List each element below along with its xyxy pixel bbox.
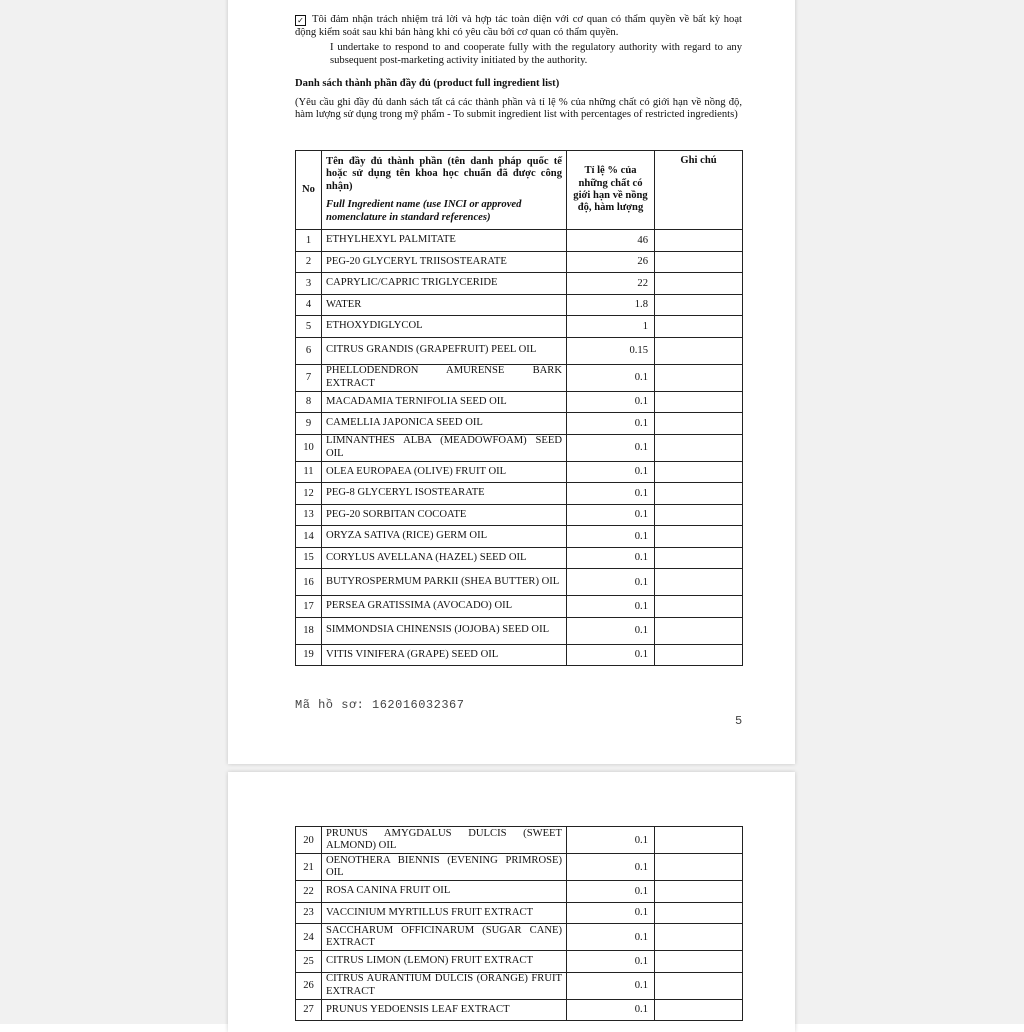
ingredient-table-continued: [295, 826, 743, 1021]
ingredient-note: [655, 526, 743, 548]
row-number: 19: [296, 644, 322, 666]
ingredient-note: [655, 924, 743, 951]
ingredient-note: [655, 951, 743, 973]
ingredient-note: [655, 569, 743, 596]
ingredient-percentage: 0.1: [567, 972, 655, 999]
ingredient-name: PERSEA GRATISSIMA (AVOCADO) OIL: [322, 596, 567, 618]
table-row: [296, 827, 743, 854]
table-row: [296, 999, 743, 1021]
ingredient-name: CORYLUS AVELLANA (HAZEL) SEED OIL: [322, 547, 567, 569]
ingredient-name: CAPRYLIC/CAPRIC TRIGLYCERIDE: [322, 273, 567, 295]
row-number: 23: [296, 902, 322, 924]
ingredient-name: PHELLODENDRON AMURENSE BARK EXTRACT: [322, 364, 567, 391]
table-row: [296, 951, 743, 973]
table-row: [296, 337, 743, 364]
header-name-vi: Tên đầy đủ thành phần (tên danh pháp quốc tế hoặc sử dụng tên khoa học chuẩn đã được công nhận): [326, 155, 562, 192]
ingredient-percentage: 22: [567, 273, 655, 295]
table-row: [296, 504, 743, 526]
row-number: 13: [296, 504, 322, 526]
record-code: Mã hồ sơ: 162016032367: [295, 698, 465, 712]
document-page-6: [228, 772, 795, 1032]
ingredient-note: [655, 230, 743, 252]
ingredient-name: OENOTHERA BIENNIS (EVENING PRIMROSE) OIL: [322, 854, 567, 881]
ingredient-note: [655, 483, 743, 505]
ingredient-name: BUTYROSPERMUM PARKII (SHEA BUTTER) OIL: [322, 569, 567, 596]
ingredient-note: [655, 827, 743, 854]
ingredient-percentage: 26: [567, 251, 655, 273]
header-ingredient-name: [322, 151, 567, 230]
row-number: 24: [296, 924, 322, 951]
ingredient-percentage: 0.15: [567, 337, 655, 364]
row-number: 12: [296, 483, 322, 505]
table-row: [296, 294, 743, 316]
ingredient-note: [655, 854, 743, 881]
table-header-row: [296, 151, 743, 230]
ingredient-note: [655, 596, 743, 618]
ingredient-name: ETHOXYDIGLYCOL: [322, 316, 567, 338]
table-row: [296, 316, 743, 338]
row-number: 26: [296, 972, 322, 999]
header-no: No: [296, 151, 322, 230]
ingredient-note: [655, 364, 743, 391]
ingredient-name: SIMMONDSIA CHINENSIS (JOJOBA) SEED OIL: [322, 617, 567, 644]
commitment-en: I undertake to respond to and cooperate fully with the regulatory authority with regard to any subsequent post-marketing activity initiated by the authority.: [330, 42, 742, 66]
ingredient-percentage: 0.1: [567, 617, 655, 644]
ingredient-note: [655, 504, 743, 526]
row-number: 16: [296, 569, 322, 596]
ingredient-note: [655, 273, 743, 295]
row-number: 11: [296, 461, 322, 483]
row-number: 22: [296, 881, 322, 903]
ingredient-percentage: 0.1: [567, 644, 655, 666]
commitment-vi-text: Tôi đảm nhận trách nhiệm trả lời và hợp tác toàn diện với cơ quan có thẩm quyền về bất kỳ hoạt động kiểm soát sau khi bán hàng khi có yêu cầu bởi cơ quan có thẩm quyền.: [295, 14, 742, 38]
ingredient-name: MACADAMIA TERNIFOLIA SEED OIL: [322, 391, 567, 413]
ingredient-percentage: 0.1: [567, 364, 655, 391]
table-row: [296, 461, 743, 483]
table-row: [296, 526, 743, 548]
ingredient-percentage: 0.1: [567, 526, 655, 548]
ingredient-name: PEG-8 GLYCERYL ISOSTEARATE: [322, 483, 567, 505]
ingredient-name: CITRUS GRANDIS (GRAPEFRUIT) PEEL OIL: [322, 337, 567, 364]
ingredient-note: [655, 881, 743, 903]
ingredient-name: WATER: [322, 294, 567, 316]
row-number: 15: [296, 547, 322, 569]
ingredient-note: [655, 902, 743, 924]
table-row: [296, 881, 743, 903]
row-number: 20: [296, 827, 322, 854]
ingredient-percentage: 1.8: [567, 294, 655, 316]
table-row: [296, 273, 743, 295]
page-number: 5: [735, 714, 743, 728]
ingredient-section-instruction: (Yêu cầu ghi đầy đủ danh sách tất cả các thành phần và tỉ lệ % của những chất có giới hạn về nồng độ, hàm lượng sử dụng trong mỹ phẩm - To submit ingredient list with percentages of restricted ingredients): [295, 96, 742, 121]
row-number: 25: [296, 951, 322, 973]
row-number: 17: [296, 596, 322, 618]
row-number: 6: [296, 337, 322, 364]
ingredient-name: ROSA CANINA FRUIT OIL: [322, 881, 567, 903]
table-row: [296, 902, 743, 924]
header-name-en: Full Ingredient name (use INCI or approved nomenclature in standard references): [326, 199, 522, 223]
ingredient-percentage: 0.1: [567, 999, 655, 1021]
ingredient-percentage: 0.1: [567, 902, 655, 924]
row-number: 8: [296, 391, 322, 413]
table-row: [296, 251, 743, 273]
table-row: [296, 483, 743, 505]
ingredient-note: [655, 391, 743, 413]
row-number: 7: [296, 364, 322, 391]
table-row: [296, 434, 743, 461]
row-number: 27: [296, 999, 322, 1021]
ingredient-note: [655, 617, 743, 644]
ingredient-percentage: 0.1: [567, 461, 655, 483]
ingredient-table-wrapper: [295, 150, 742, 666]
ingredient-name: SACCHARUM OFFICINARUM (SUGAR CANE) EXTRACT: [322, 924, 567, 951]
ingredient-percentage: 0.1: [567, 827, 655, 854]
ingredient-percentage: 0.1: [567, 596, 655, 618]
ingredient-note: [655, 413, 743, 435]
ingredient-name: CITRUS LIMON (LEMON) FRUIT EXTRACT: [322, 951, 567, 973]
ingredient-note: [655, 547, 743, 569]
table-row: [296, 547, 743, 569]
row-number: 5: [296, 316, 322, 338]
ingredient-name: PEG-20 GLYCERYL TRIISOSTEARATE: [322, 251, 567, 273]
row-number: 14: [296, 526, 322, 548]
table-row: [296, 854, 743, 881]
checkbox-checked-icon: ✓: [295, 15, 306, 26]
ingredient-name: VITIS VINIFERA (GRAPE) SEED OIL: [322, 644, 567, 666]
ingredient-note: [655, 316, 743, 338]
ingredient-note: [655, 337, 743, 364]
ingredient-table-body: [296, 230, 743, 666]
ingredient-name: ORYZA SATIVA (RICE) GERM OIL: [322, 526, 567, 548]
ingredient-note: [655, 972, 743, 999]
ingredient-percentage: 0.1: [567, 951, 655, 973]
table-row: [296, 617, 743, 644]
ingredient-note: [655, 294, 743, 316]
ingredient-name: PRUNUS AMYGDALUS DULCIS (SWEET ALMOND) OIL: [322, 827, 567, 854]
row-number: 2: [296, 251, 322, 273]
table-row: [296, 230, 743, 252]
ingredient-name: CAMELLIA JAPONICA SEED OIL: [322, 413, 567, 435]
ingredient-percentage: 0.1: [567, 854, 655, 881]
ingredient-percentage: 0.1: [567, 413, 655, 435]
ingredient-table-continued-body: [296, 827, 743, 1021]
ingredient-name: PRUNUS YEDOENSIS LEAF EXTRACT: [322, 999, 567, 1021]
ingredient-note: [655, 999, 743, 1021]
table-row: [296, 364, 743, 391]
ingredient-percentage: 0.1: [567, 547, 655, 569]
ingredient-table-continued-wrapper: [295, 826, 742, 1021]
header-percentage: Tỉ lệ % của những chất có giới hạn về nồng độ, hàm lượng: [567, 151, 655, 230]
commitment-vi: [295, 14, 742, 39]
ingredient-name: VACCINIUM MYRTILLUS FRUIT EXTRACT: [322, 902, 567, 924]
row-number: 18: [296, 617, 322, 644]
ingredient-percentage: 0.1: [567, 434, 655, 461]
ingredient-note: [655, 434, 743, 461]
ingredient-name: OLEA EUROPAEA (OLIVE) FRUIT OIL: [322, 461, 567, 483]
ingredient-name: PEG-20 SORBITAN COCOATE: [322, 504, 567, 526]
ingredient-section-title: Danh sách thành phần đầy đủ (product full ingredient list): [295, 78, 560, 89]
row-number: 4: [296, 294, 322, 316]
row-number: 10: [296, 434, 322, 461]
table-row: [296, 569, 743, 596]
table-row: [296, 391, 743, 413]
ingredient-percentage: 46: [567, 230, 655, 252]
ingredient-note: [655, 644, 743, 666]
row-number: 9: [296, 413, 322, 435]
ingredient-table: [295, 150, 743, 666]
ingredient-note: [655, 461, 743, 483]
ingredient-percentage: 0.1: [567, 504, 655, 526]
ingredient-note: [655, 251, 743, 273]
table-row: [296, 972, 743, 999]
commitment-block: [295, 14, 742, 67]
ingredient-percentage: 0.1: [567, 391, 655, 413]
document-page-5: [228, 0, 795, 764]
row-number: 21: [296, 854, 322, 881]
row-number: 1: [296, 230, 322, 252]
table-row: [296, 644, 743, 666]
ingredient-percentage: 1: [567, 316, 655, 338]
ingredient-name: LIMNANTHES ALBA (MEADOWFOAM) SEED OIL: [322, 434, 567, 461]
ingredient-name: ETHYLHEXYL PALMITATE: [322, 230, 567, 252]
row-number: 3: [296, 273, 322, 295]
table-row: [296, 413, 743, 435]
ingredient-percentage: 0.1: [567, 483, 655, 505]
ingredient-section: [295, 78, 742, 122]
ingredient-name: CITRUS AURANTIUM DULCIS (ORANGE) FRUIT EXTRACT: [322, 972, 567, 999]
ingredient-percentage: 0.1: [567, 881, 655, 903]
ingredient-percentage: 0.1: [567, 569, 655, 596]
ingredient-percentage: 0.1: [567, 924, 655, 951]
table-row: [296, 596, 743, 618]
header-note: Ghi chú: [655, 151, 743, 230]
table-row: [296, 924, 743, 951]
